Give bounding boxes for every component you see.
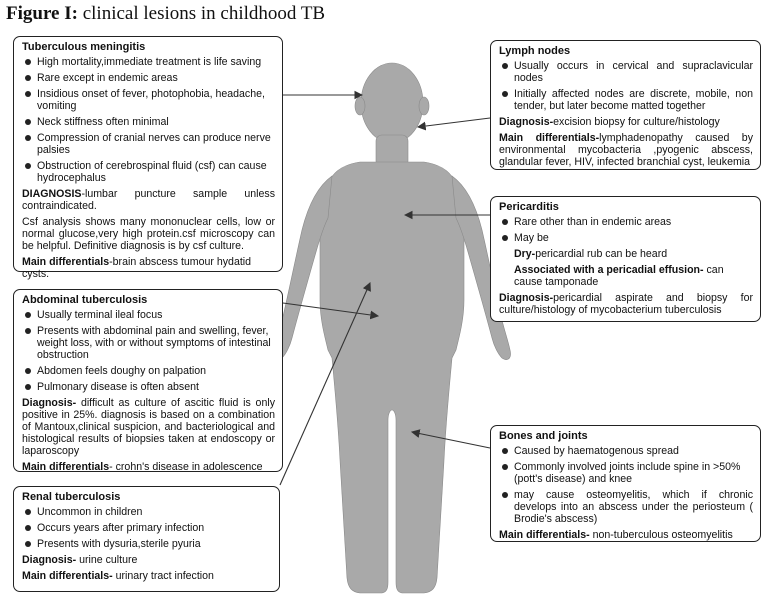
figure-label: Figure I:	[6, 3, 78, 24]
lymph-bullet: Initially affected nodes are discrete, mobile, non tender, but later become matted together	[499, 88, 753, 112]
box-renal-tuberculosis	[13, 486, 280, 592]
renal-differentials	[22, 570, 272, 582]
meningitis-bullet: Compression of cranial nerves can produce nerve palsies	[22, 132, 275, 156]
box-pericarditis	[490, 196, 761, 322]
lymph-diagnosis	[499, 116, 753, 128]
pericarditis-bullet: May be	[499, 232, 753, 244]
meningitis-title: Tuberculous meningitis	[22, 41, 146, 53]
lymph-differentials	[499, 132, 753, 168]
bones-bullet: Caused by haematogenous spread	[499, 445, 753, 457]
bones-bullet: Commonly involved joints include spine in >50% (pott's disease) and knee	[499, 461, 753, 485]
meningitis-bullet: Rare except in endemic areas	[22, 72, 275, 84]
renal-bullet: Presents with dysuria,sterile pyuria	[22, 538, 272, 550]
pericarditis-dry-text: pericardial rub can be heard	[535, 248, 668, 260]
abdominal-bullet: Usually terminal ileal focus	[22, 309, 275, 321]
pericarditis-effusion-text: can cause tamponade	[514, 264, 724, 288]
lymph-diagnosis-label: Diagnosis-	[499, 116, 554, 128]
pericarditis-dry	[499, 248, 753, 260]
meningitis-bullet: High mortality,immediate treatment is life saving	[22, 56, 275, 68]
pericarditis-diagnosis-label: Diagnosis-	[499, 292, 554, 304]
abdominal-diagnosis-label: Diagnosis-	[22, 397, 77, 409]
renal-diagnosis-text: urine culture	[76, 554, 138, 566]
renal-differentials-text: urinary tract infection	[112, 570, 214, 582]
lymph-differentials-label: Main differentials-	[499, 132, 600, 144]
abdominal-title: Abdominal tuberculosis	[22, 294, 148, 306]
abdominal-differentials-label: Main differentials	[22, 461, 110, 473]
box-abdominal-tuberculosis	[13, 289, 283, 472]
abdominal-diagnosis	[22, 397, 275, 457]
abdominal-diagnosis-text: difficult as culture of ascitic fluid is only positive in 25%. diagnosis is based on a combination of Mantoux,clinical suspicion, and bacteriological and histological results of biopsies taken at endoscopy or laparoscopy	[22, 397, 275, 457]
bones-bullet: may cause osteomyelitis, which if chronic develops into an abscess under the periosteum ( Brodie's abscess)	[499, 489, 753, 525]
renal-bullet: Occurs years after primary infection	[22, 522, 272, 534]
lymph-bullet: Usually occurs in cervical and supraclavicular nodes	[499, 60, 753, 84]
abdominal-bullet: Abdomen feels doughy on palpation	[22, 365, 275, 377]
renal-diagnosis	[22, 554, 272, 566]
abdominal-bullet: Presents with abdominal pain and swelling, fever, weight loss, with or without symptoms of intestinal obstruction	[22, 325, 275, 361]
abdominal-differentials-text: - crohn's disease in adolescence	[109, 461, 263, 473]
bones-differentials-label: Main differentials-	[499, 529, 590, 541]
abdominal-differentials	[22, 461, 275, 473]
pericarditis-diagnosis-text: pericardial aspirate and biopsy for culture/histology of mycobacterium tuberculosis	[499, 292, 753, 316]
pericarditis-dry-label: Dry-	[514, 248, 536, 260]
pericarditis-title: Pericarditis	[499, 201, 559, 213]
figure-caption: clinical lesions in childhood TB	[77, 3, 326, 24]
meningitis-csf: Csf analysis shows many mononuclear cells, low or normal glucose,very high protein.csf microscopy can be helpful. Definitive diagnosis is by csf culture.	[22, 216, 275, 252]
meningitis-diagnosis-text: -lumbar puncture sample unless contraindicated.	[22, 188, 275, 212]
meningitis-diagnosis-label: DIAGNOSIS	[22, 188, 82, 200]
box-bones-and-joints	[490, 425, 761, 542]
meningitis-bullet: Neck stiffness often minimal	[22, 116, 275, 128]
box-lymph-nodes	[490, 40, 761, 170]
meningitis-differentials	[22, 256, 275, 280]
bones-differentials	[499, 529, 753, 541]
pericarditis-bullet: Rare other than in endemic areas	[499, 216, 753, 228]
meningitis-bullet: Obstruction of cerebrospinal fluid (csf) can cause hydrocephalus	[22, 160, 275, 184]
meningitis-diagnosis	[22, 188, 275, 212]
arrow-lymph	[418, 118, 490, 127]
meningitis-differentials-text: -brain abscess tumour hydatid cysts.	[22, 256, 252, 280]
box-tuberculous-meningitis	[13, 36, 283, 280]
lymph-title: Lymph nodes	[499, 45, 571, 57]
renal-bullet: Uncommon in children	[22, 506, 272, 518]
renal-differentials-label: Main differentials-	[22, 570, 113, 582]
renal-title: Renal tuberculosis	[22, 491, 121, 503]
pericarditis-effusion-label: Associated with a pericadial effusion-	[514, 264, 704, 276]
bones-differentials-text: non-tuberculous osteomyelitis	[589, 529, 733, 541]
lymph-diagnosis-text: excision biopsy for culture/histology	[553, 116, 720, 128]
meningitis-bullet: Insidious onset of fever, photophobia, headache, vomiting	[22, 88, 275, 112]
renal-diagnosis-label: Diagnosis-	[22, 554, 77, 566]
bones-title: Bones and joints	[499, 430, 588, 442]
body-shape	[273, 63, 510, 593]
lymph-differentials-text: lymphadenopathy caused by environmental mycobacteria ,pyogenic abscess, glandular fever, HIV, infected branchial cyst, leukemia	[499, 132, 753, 168]
meningitis-differentials-label: Main differentials	[22, 256, 110, 268]
pericarditis-effusion	[499, 264, 753, 288]
pericarditis-diagnosis	[499, 292, 753, 316]
abdominal-bullet: Pulmonary disease is often absent	[22, 381, 275, 393]
